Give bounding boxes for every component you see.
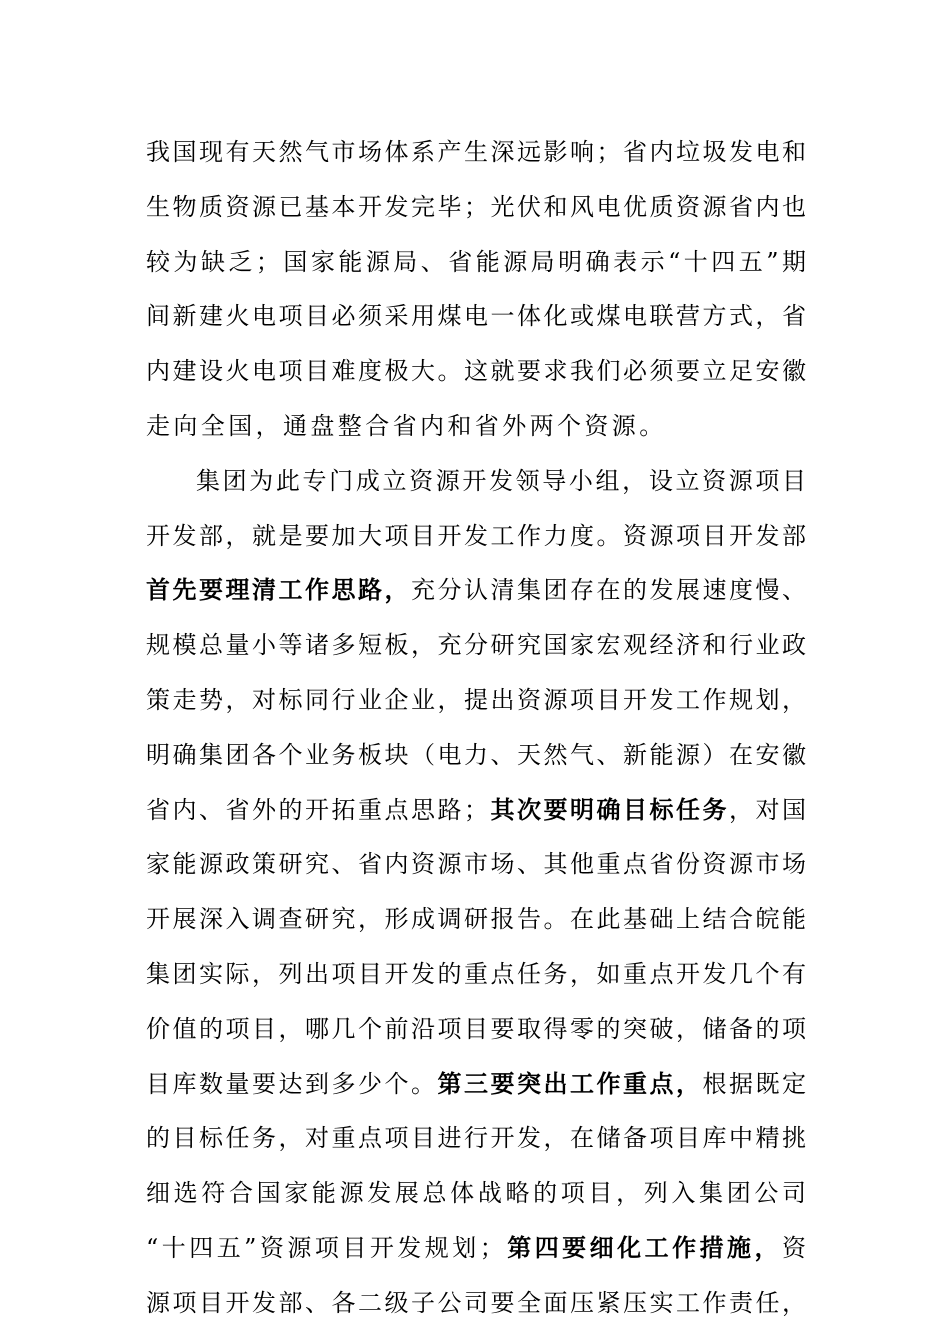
text-run: 策走势，对标同行业企业，提出资源项目开发工作规划， <box>146 685 806 714</box>
text-run: 集团为此专门成立资源开发领导小组，设立资源项目 <box>196 466 806 495</box>
text-line <box>146 1166 806 1221</box>
text-run: 价值的项目，哪几个前沿项目要取得零的突破，储备的项 <box>146 1014 806 1043</box>
emphasis-text: 其次要明确目标任务 <box>488 794 729 824</box>
text-run: 省内、省外的开拓重点思路； <box>146 795 488 824</box>
text-run: 我国现有天然气市场体系产生深远影响；省内垃圾发电和 <box>146 138 806 166</box>
text-run: “十四五”资源项目开发规划； <box>146 1233 504 1262</box>
text-line <box>146 892 806 947</box>
text-line <box>146 1002 806 1057</box>
emphasis-text: 第三要突出工作重点， <box>437 1068 703 1098</box>
text-run: 开发部，就是要加大项目开发工作力度。资源项目开发部 <box>146 521 806 550</box>
text-line <box>146 728 806 783</box>
text-run: 生物质资源已基本开发完毕；光伏和风电优质资源省内也 <box>146 192 806 221</box>
text-run: 集团实际，列出项目开发的重点任务，如重点开发几个有 <box>146 959 806 988</box>
text-run: 家能源政策研究、省内资源市场、其他重点省份资源市场 <box>146 850 806 879</box>
emphasis-text: 第四要细化工作措施， <box>503 1232 782 1262</box>
text-line <box>146 1111 806 1166</box>
paragraph-first-line <box>146 454 806 509</box>
text-run: 细选符合国家能源发展总体战略的项目，列入集团公司 <box>146 1179 806 1208</box>
body-text <box>146 125 806 1331</box>
text-run: 的目标任务，对重点项目进行开发，在储备项目库中精挑 <box>146 1124 806 1153</box>
text-run: 明确集团各个业务板块（电力、天然气、新能源）在安徽 <box>146 740 806 769</box>
text-run: 目库数量要达到多少个。 <box>146 1069 438 1098</box>
text-line <box>146 1276 806 1331</box>
text-run: 开展深入调查研究，形成调研报告。在此基础上结合皖能 <box>146 905 806 934</box>
text-line <box>146 1221 806 1276</box>
text-line <box>146 673 806 728</box>
text-run: 较为缺乏；国家能源局、省能源局明确表示“十四五”期 <box>146 247 806 276</box>
text-line <box>146 235 806 290</box>
text-run: 资 <box>782 1233 806 1262</box>
text-run: 间新建火电项目必须采用煤电一体化或煤电联营方式，省 <box>146 302 806 331</box>
text-line <box>146 180 806 235</box>
text-line <box>146 509 806 564</box>
text-line <box>146 837 806 892</box>
text-line <box>146 289 806 344</box>
text-line <box>146 1057 806 1112</box>
text-line <box>146 563 806 618</box>
text-run: 内建设火电项目难度极大。这就要求我们必须要立足安徽 <box>146 357 806 386</box>
text-line <box>146 344 806 399</box>
text-run: 走向全国，通盘整合省内和省外两个资源。 <box>146 411 667 440</box>
text-run: 源项目开发部、各二级子公司要全面压紧压实工作责任， <box>146 1288 806 1317</box>
emphasis-text: 首先要理清工作思路， <box>146 575 411 605</box>
text-line <box>146 125 806 180</box>
text-run: 规模总量小等诸多短板，充分研究国家宏观经济和行业政 <box>146 631 806 660</box>
text-line <box>146 947 806 1002</box>
text-line <box>146 399 806 454</box>
text-run: 根据既定 <box>702 1069 806 1098</box>
text-run: 充分认清集团存在的发展速度慢、 <box>411 576 806 605</box>
text-run: ，对国 <box>729 795 806 824</box>
text-line <box>146 618 806 673</box>
text-line <box>146 783 806 838</box>
